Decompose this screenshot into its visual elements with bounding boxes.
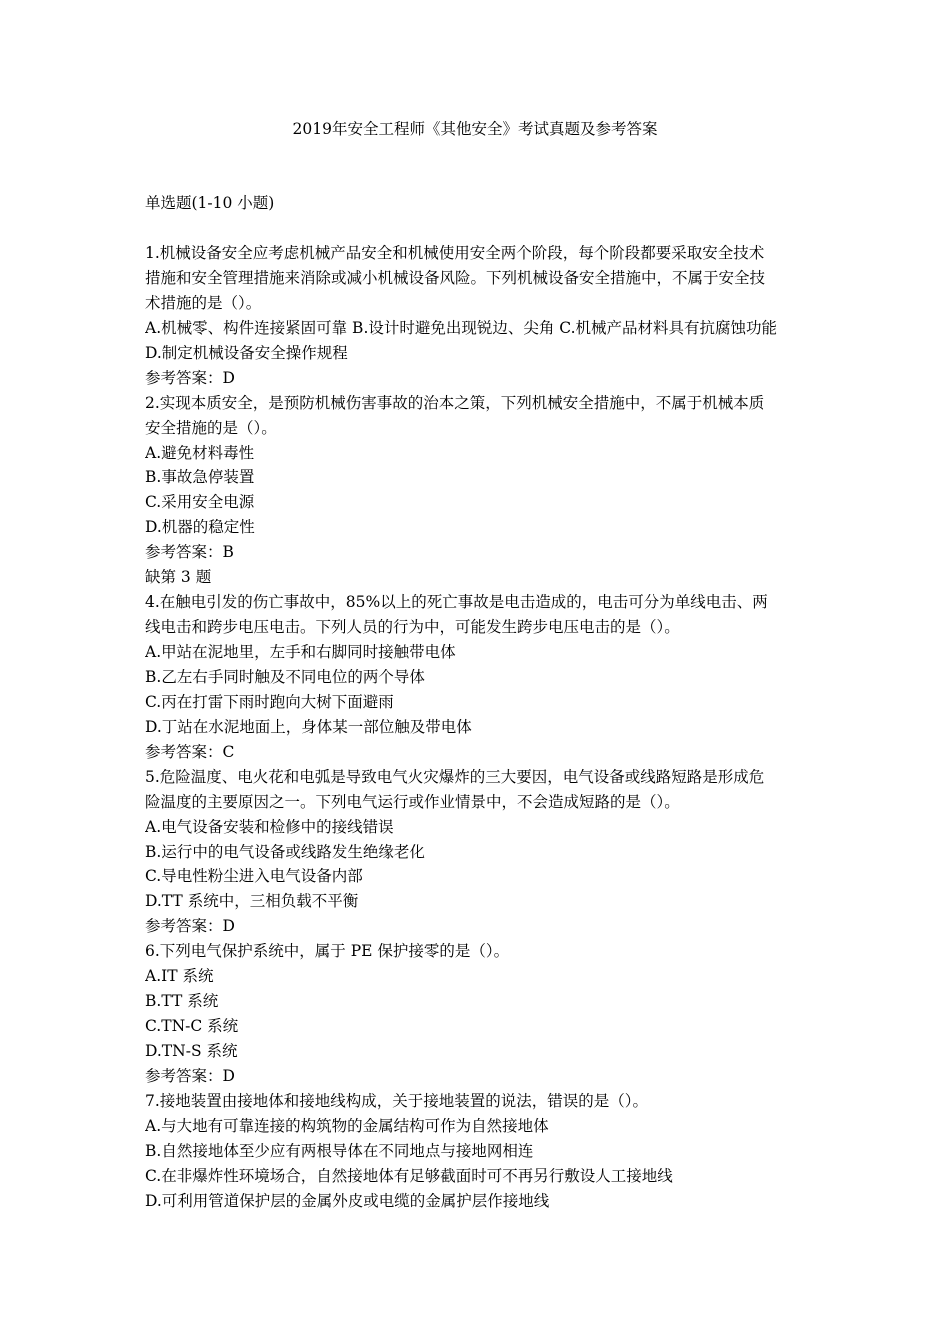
text-line: 参考答案：B (145, 543, 234, 562)
text-line: D.可利用管道保护层的金属外皮或电缆的金属护层作接地线 (145, 1191, 550, 1210)
text-line: A.避免材料毒性 (145, 443, 255, 462)
text-line: D.制定机械设备安全操作规程 (145, 343, 348, 362)
text-line: D.TN-S 系统 (145, 1042, 238, 1060)
text-line: 4.在触电引发的伤亡事故中，85%以上的死亡事故是电击造成的，电击可分为单线电击、两 (145, 593, 768, 612)
text-line: 2.实现本质安全，是预防机械伤害事故的治本之策，下列机械安全措施中，不属于机械本质 (145, 393, 765, 412)
text-line: B.自然接地体至少应有两根导体在不同地点与接地网相连 (145, 1141, 534, 1160)
text-line: 措施和安全管理措施来消除或减小机械设备风险。下列机械设备安全措施中，不属于安全技 (145, 268, 766, 287)
text-line: A.IT 系统 (145, 967, 214, 986)
text-line: 术措施的是（）。 (145, 293, 262, 312)
text-line: 缺第 3 题 (145, 568, 212, 587)
text-line: D.TT 系统中，三相负载不平衡 (145, 892, 359, 911)
text-line: D.丁站在水泥地面上，身体某一部位触及带电体 (145, 717, 472, 736)
text-line: 安全措施的是（）。 (145, 418, 277, 437)
text-line: C.采用安全电源 (145, 493, 255, 512)
text-line: A.电气设备安装和检修中的接线错误 (145, 817, 394, 836)
text-line: B.运行中的电气设备或线路发生绝缘老化 (145, 842, 425, 861)
text-line: B.TT 系统 (145, 992, 219, 1011)
text-line: 参考答案：D (145, 1066, 235, 1085)
text-line: C.导电性粉尘进入电气设备内部 (145, 867, 363, 886)
text-line: A.甲站在泥地里，左手和右脚同时接触带电体 (145, 643, 456, 661)
text-line: C.在非爆炸性环境场合，自然接地体有足够截面时可不再另行敷设人工接地线 (145, 1166, 673, 1185)
text-line: 险温度的主要原因之一。下列电气运行或作业情景中，不会造成短路的是（）。 (145, 792, 680, 811)
text-line: 1.机械设备安全应考虑机械产品安全和机械使用安全两个阶段，每个阶段都要采取安全技术 (145, 244, 765, 262)
text-line: 参考答案：D (145, 917, 235, 936)
text-line: B.乙左右手同时触及不同电位的两个导体 (145, 667, 425, 686)
document-title: 2019年安全工程师《其他安全》考试真题及参考答案 (292, 120, 658, 138)
text-line: 线电击和跨步电压电击。下列人员的行为中，可能发生跨步电压电击的是（）。 (145, 618, 680, 637)
text-line: B.事故急停装置 (145, 468, 255, 487)
text-line: 参考答案：C (145, 742, 235, 761)
text-line: A.与大地有可靠连接的构筑物的金属结构可作为自然接地体 (145, 1116, 549, 1135)
section-heading: 单选题(1-10 小题) (145, 194, 275, 212)
text-line: 7.接地装置由接地体和接地线构成，关于接地装置的说法，错误的是（）。 (145, 1091, 649, 1110)
text-line: C.丙在打雷下雨时跑向大树下面避雨 (145, 692, 394, 711)
text-line: 6.下列电气保护系统中，属于 PE 保护接零的是（）。 (145, 942, 510, 961)
text-line: 参考答案：D (145, 368, 235, 387)
text-line: C.TN-C 系统 (145, 1017, 239, 1036)
question-list (145, 241, 811, 1214)
text-line: 5.危险温度、电火花和电弧是导致电气火灾爆炸的三大要因，电气设备或线路短路是形成危 (145, 767, 765, 786)
text-line: D.机器的稳定性 (145, 518, 255, 537)
text-line: A.机械零、构件连接紧固可靠 B.设计时避免出现锐边、尖角 C.机械产品材料具有抗腐蚀功能 (145, 318, 778, 337)
